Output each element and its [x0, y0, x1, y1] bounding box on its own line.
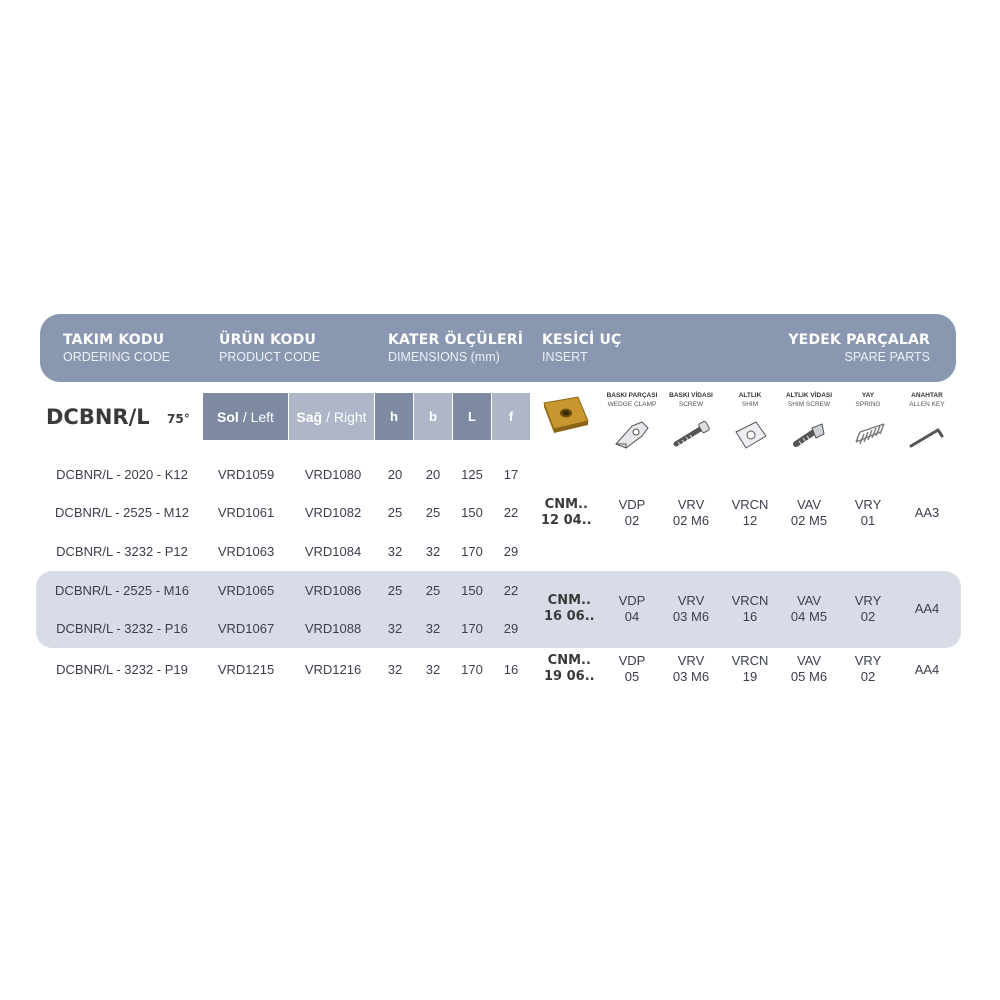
- part-line: VRV: [677, 653, 705, 668]
- allen-key-code: AA4: [914, 662, 940, 677]
- dim-f: 16: [503, 662, 519, 677]
- dim-f: 22: [503, 505, 519, 520]
- insert-code-line: 12 04..: [541, 513, 592, 528]
- left-product-code: VRD1061: [217, 505, 275, 520]
- wedge-clamp-icon: [612, 418, 652, 452]
- insert-code: [544, 653, 595, 685]
- part-line: 19: [742, 669, 758, 684]
- dim-b-header: b: [414, 393, 452, 440]
- part-line: VRCN: [731, 653, 769, 668]
- insert-code-line: CNM..: [544, 497, 588, 512]
- part-line: VDP: [618, 653, 646, 668]
- part-line: 01: [860, 513, 876, 528]
- right-label-en: / Right: [326, 408, 367, 425]
- ordering-code: DCBNR/L - 2525 - M16: [55, 583, 189, 598]
- shim-icon: [732, 418, 770, 452]
- shim-screw-icon: [792, 420, 830, 450]
- part-line: VRCN: [731, 497, 769, 512]
- dim-h: 32: [387, 662, 403, 677]
- left-label-en: / Left: [242, 408, 274, 425]
- product-title: DCBNR/L: [46, 405, 150, 429]
- insert-icon: [540, 393, 592, 435]
- allen-key-code: AA4: [914, 601, 940, 616]
- dim-h-header: h: [375, 393, 413, 440]
- insert-code-line: CNM..: [547, 653, 591, 668]
- allen-key-code: AA3: [914, 505, 940, 520]
- insert-subheading: INSERT: [542, 350, 588, 364]
- spring-icon: [852, 420, 888, 450]
- ordering-code-subheading: ORDERING CODE: [63, 350, 170, 364]
- part-line: VRV: [677, 497, 705, 512]
- part-line: VAV: [796, 593, 822, 608]
- dim-L-header: L: [453, 393, 491, 440]
- dimensions-heading: KATER ÖLÇÜLERİ: [388, 332, 524, 348]
- part-line: VRCN: [731, 593, 769, 608]
- dim-h: 20: [387, 467, 403, 482]
- spare-label-tr: ANAHTAR: [911, 392, 943, 399]
- spare-label-tr: YAY: [861, 392, 875, 399]
- dim-h: 32: [387, 544, 403, 559]
- angle-label: 75°: [167, 412, 190, 426]
- dim-L: 150: [461, 583, 483, 598]
- right-column-header: [289, 393, 374, 440]
- dim-b: 25: [425, 583, 441, 598]
- dim-b: 32: [425, 662, 441, 677]
- part-line: 04: [624, 609, 640, 624]
- spare-label-en: SPRING: [855, 401, 881, 408]
- part-line: 05 M6: [790, 669, 828, 684]
- spare-label-tr: BASKI PARÇASI: [606, 392, 658, 399]
- screw-icon: [672, 420, 712, 450]
- insert-code-line: 16 06..: [544, 609, 595, 624]
- part-line: 02 M5: [790, 513, 828, 528]
- right-product-code: VRD1216: [304, 662, 362, 677]
- dim-b: 32: [425, 544, 441, 559]
- left-product-code: VRD1063: [217, 544, 275, 559]
- left-product-code: VRD1215: [217, 662, 275, 677]
- insert-code-line: CNM..: [547, 593, 591, 608]
- dim-h: 25: [387, 505, 403, 520]
- part-line: 02: [860, 669, 876, 684]
- dim-L: 170: [461, 662, 483, 677]
- spare-label-en: SHIM: [741, 401, 759, 408]
- ordering-code: DCBNR/L - 2525 - M12: [55, 505, 189, 520]
- dim-L: 125: [461, 467, 483, 482]
- part-line: 02: [860, 609, 876, 624]
- dim-f-header: f: [492, 393, 530, 440]
- left-product-code: VRD1059: [217, 467, 275, 482]
- spare-parts-subheading: SPARE PARTS: [844, 350, 930, 364]
- dim-b: 25: [425, 505, 441, 520]
- insert-code: [544, 593, 595, 625]
- part-line: 02: [624, 513, 640, 528]
- left-column-header: [203, 393, 288, 440]
- left-label-tr: Sol: [217, 408, 239, 425]
- ordering-code-heading: TAKIM KODU: [63, 332, 165, 348]
- spare-label-en: SCREW: [678, 401, 704, 408]
- dimensions-subheading: DIMENSIONS (mm): [388, 350, 500, 364]
- dim-h: 32: [387, 621, 403, 636]
- spare-label-en: ALLEN KEY: [909, 401, 945, 408]
- part-line: VDP: [618, 593, 646, 608]
- dim-f: 22: [503, 583, 519, 598]
- left-product-code: VRD1067: [217, 621, 275, 636]
- right-product-code: VRD1088: [304, 621, 362, 636]
- left-product-code: VRD1065: [217, 583, 275, 598]
- part-line: 03 M6: [672, 669, 710, 684]
- insert-code-line: 19 06..: [544, 669, 595, 684]
- right-product-code: VRD1084: [304, 544, 362, 559]
- ordering-code: DCBNR/L - 2020 - K12: [56, 467, 188, 482]
- header-banner: [40, 314, 956, 382]
- dim-L: 170: [461, 544, 483, 559]
- part-line: 16: [742, 609, 758, 624]
- dim-f: 29: [503, 544, 519, 559]
- insert-heading: KESİCİ UÇ: [542, 332, 622, 348]
- allen-key-icon: [908, 420, 946, 450]
- part-line: 04 M5: [790, 609, 828, 624]
- dim-b: 20: [425, 467, 441, 482]
- part-line: VDP: [618, 497, 646, 512]
- spare-label-en: WEDGE CLAMP: [607, 401, 657, 408]
- dim-L: 170: [461, 621, 483, 636]
- part-line: VRY: [854, 653, 882, 668]
- spare-parts-heading: YEDEK PARÇALAR: [788, 332, 930, 348]
- spare-label-en: SHIM SCREW: [787, 401, 831, 408]
- dim-b: 32: [425, 621, 441, 636]
- part-line: VRY: [854, 497, 882, 512]
- part-line: VAV: [796, 497, 822, 512]
- part-line: 02 M6: [672, 513, 710, 528]
- spare-label-tr: ALTLIK VİDASI: [785, 392, 833, 399]
- dim-L: 150: [461, 505, 483, 520]
- dim-f: 17: [503, 467, 519, 482]
- product-code-subheading: PRODUCT CODE: [219, 350, 321, 364]
- spare-label-tr: ALTLIK: [738, 392, 762, 399]
- part-line: 12: [742, 513, 758, 528]
- part-line: 03 M6: [672, 609, 710, 624]
- dim-h: 25: [387, 583, 403, 598]
- dim-f: 29: [503, 621, 519, 636]
- ordering-code: DCBNR/L - 3232 - P12: [56, 544, 188, 559]
- right-label-tr: Sağ: [296, 408, 323, 425]
- ordering-code: DCBNR/L - 3232 - P16: [56, 621, 188, 636]
- part-line: VAV: [796, 653, 822, 668]
- product-code-heading: ÜRÜN KODU: [219, 332, 317, 348]
- right-product-code: VRD1082: [304, 505, 362, 520]
- part-line: VRV: [677, 593, 705, 608]
- part-line: VRY: [854, 593, 882, 608]
- right-product-code: VRD1080: [304, 467, 362, 482]
- insert-code: [541, 497, 592, 529]
- ordering-code: DCBNR/L - 3232 - P19: [56, 662, 188, 677]
- part-line: 05: [624, 669, 640, 684]
- spare-label-tr: BASKI VİDASI: [669, 392, 713, 399]
- right-product-code: VRD1086: [304, 583, 362, 598]
